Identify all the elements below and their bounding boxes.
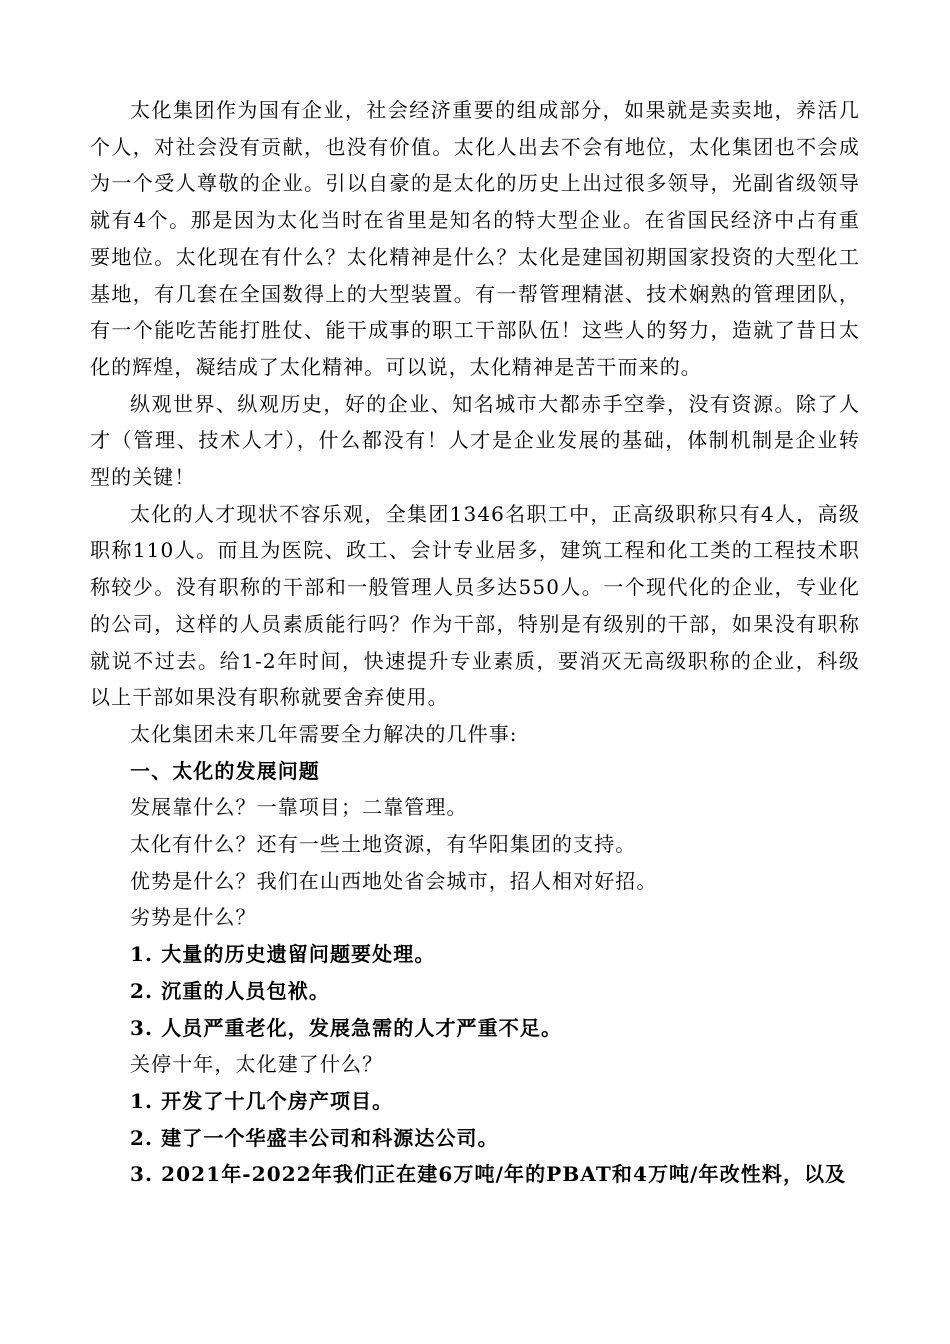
document-body bbox=[90, 92, 860, 1193]
qa-line: 劣势是什么？ bbox=[130, 905, 257, 930]
qa-line: 太化有什么？还有一些土地资源，有华阳集团的支持。 bbox=[130, 832, 637, 857]
disadvantage-item: 1. 大量的历史遗留问题要处理。 bbox=[130, 942, 436, 967]
disadvantage-item: 3. 人员严重老化，发展急需的人才严重不足。 bbox=[130, 1015, 563, 1040]
disadvantage-item: 2. 沉重的人员包袱。 bbox=[130, 978, 330, 1003]
qa-line: 发展靠什么？一靠项目；二靠管理。 bbox=[130, 795, 468, 820]
section-heading: 一、太化的发展问题 bbox=[130, 758, 320, 783]
qa-line: 优势是什么？我们在山西地处省会城市，招人相对好招。 bbox=[130, 868, 658, 893]
achievement-item: 3. 2021年-2022年我们正在建6万吨/年的PBAT和4万吨/年改性料，以及 bbox=[130, 1162, 847, 1187]
ten-years-question: 关停十年，太化建了什么？ bbox=[130, 1052, 384, 1077]
paragraph-talent-status: 太化的人才现状不容乐观，全集团1346名职工中，正高级职称只有4人，高级职称110人。而且为医院、政工、会计专业居多，建筑工程和化工类的工程技术职称较少。没有职称的干部和一般管理人员多达550人。一个现代化的企业，专业化的公司，这样的人员素质能行吗？作为干部，特别是有级别的干部，如果没有职称就说不过去。给1-2年时间，快速提升专业素质，要消灭无高级职称的企业，科级以上干部如果没有职称就要舍弃使用。 bbox=[90, 501, 860, 710]
paragraph-talent-importance: 纵观世界、纵观历史，好的企业、知名城市大都赤手空拳，没有资源。除了人才（管理、技术人才），什么都没有！人才是企业发展的基础，体制机制是企业转型的关键！ bbox=[90, 391, 860, 490]
achievement-item: 2. 建了一个华盛丰公司和科源达公司。 bbox=[130, 1125, 499, 1150]
achievement-item: 1. 开发了十几个房产项目。 bbox=[130, 1088, 394, 1113]
paragraph-taihua-spirit: 太化集团作为国有企业，社会经济重要的组成部分，如果就是卖卖地，养活几个人，对社会没有贡献，也没有价值。太化人出去不会有地位，太化集团也不会成为一个受人尊敬的企业。引以自豪的是太化的历史上出过很多领导，光副省级领导就有4个。那是因为太化当时在省里是知名的特大型企业。在省国民经济中占有重要地位。太化现在有什么？太化精神是什么？太化是建国初期国家投资的大型化工基地，有几套在全国数得上的大型装置。有一帮管理精湛、技术娴熟的管理团队，有一个能吃苦能打胜仗、能干成事的职工干部队伍！这些人的努力，造就了昔日太化的辉煌，凝结成了太化精神。可以说，太化精神是苦干而来的。 bbox=[90, 98, 860, 379]
intro-line: 太化集团未来几年需要全力解决的几件事: bbox=[130, 721, 518, 746]
